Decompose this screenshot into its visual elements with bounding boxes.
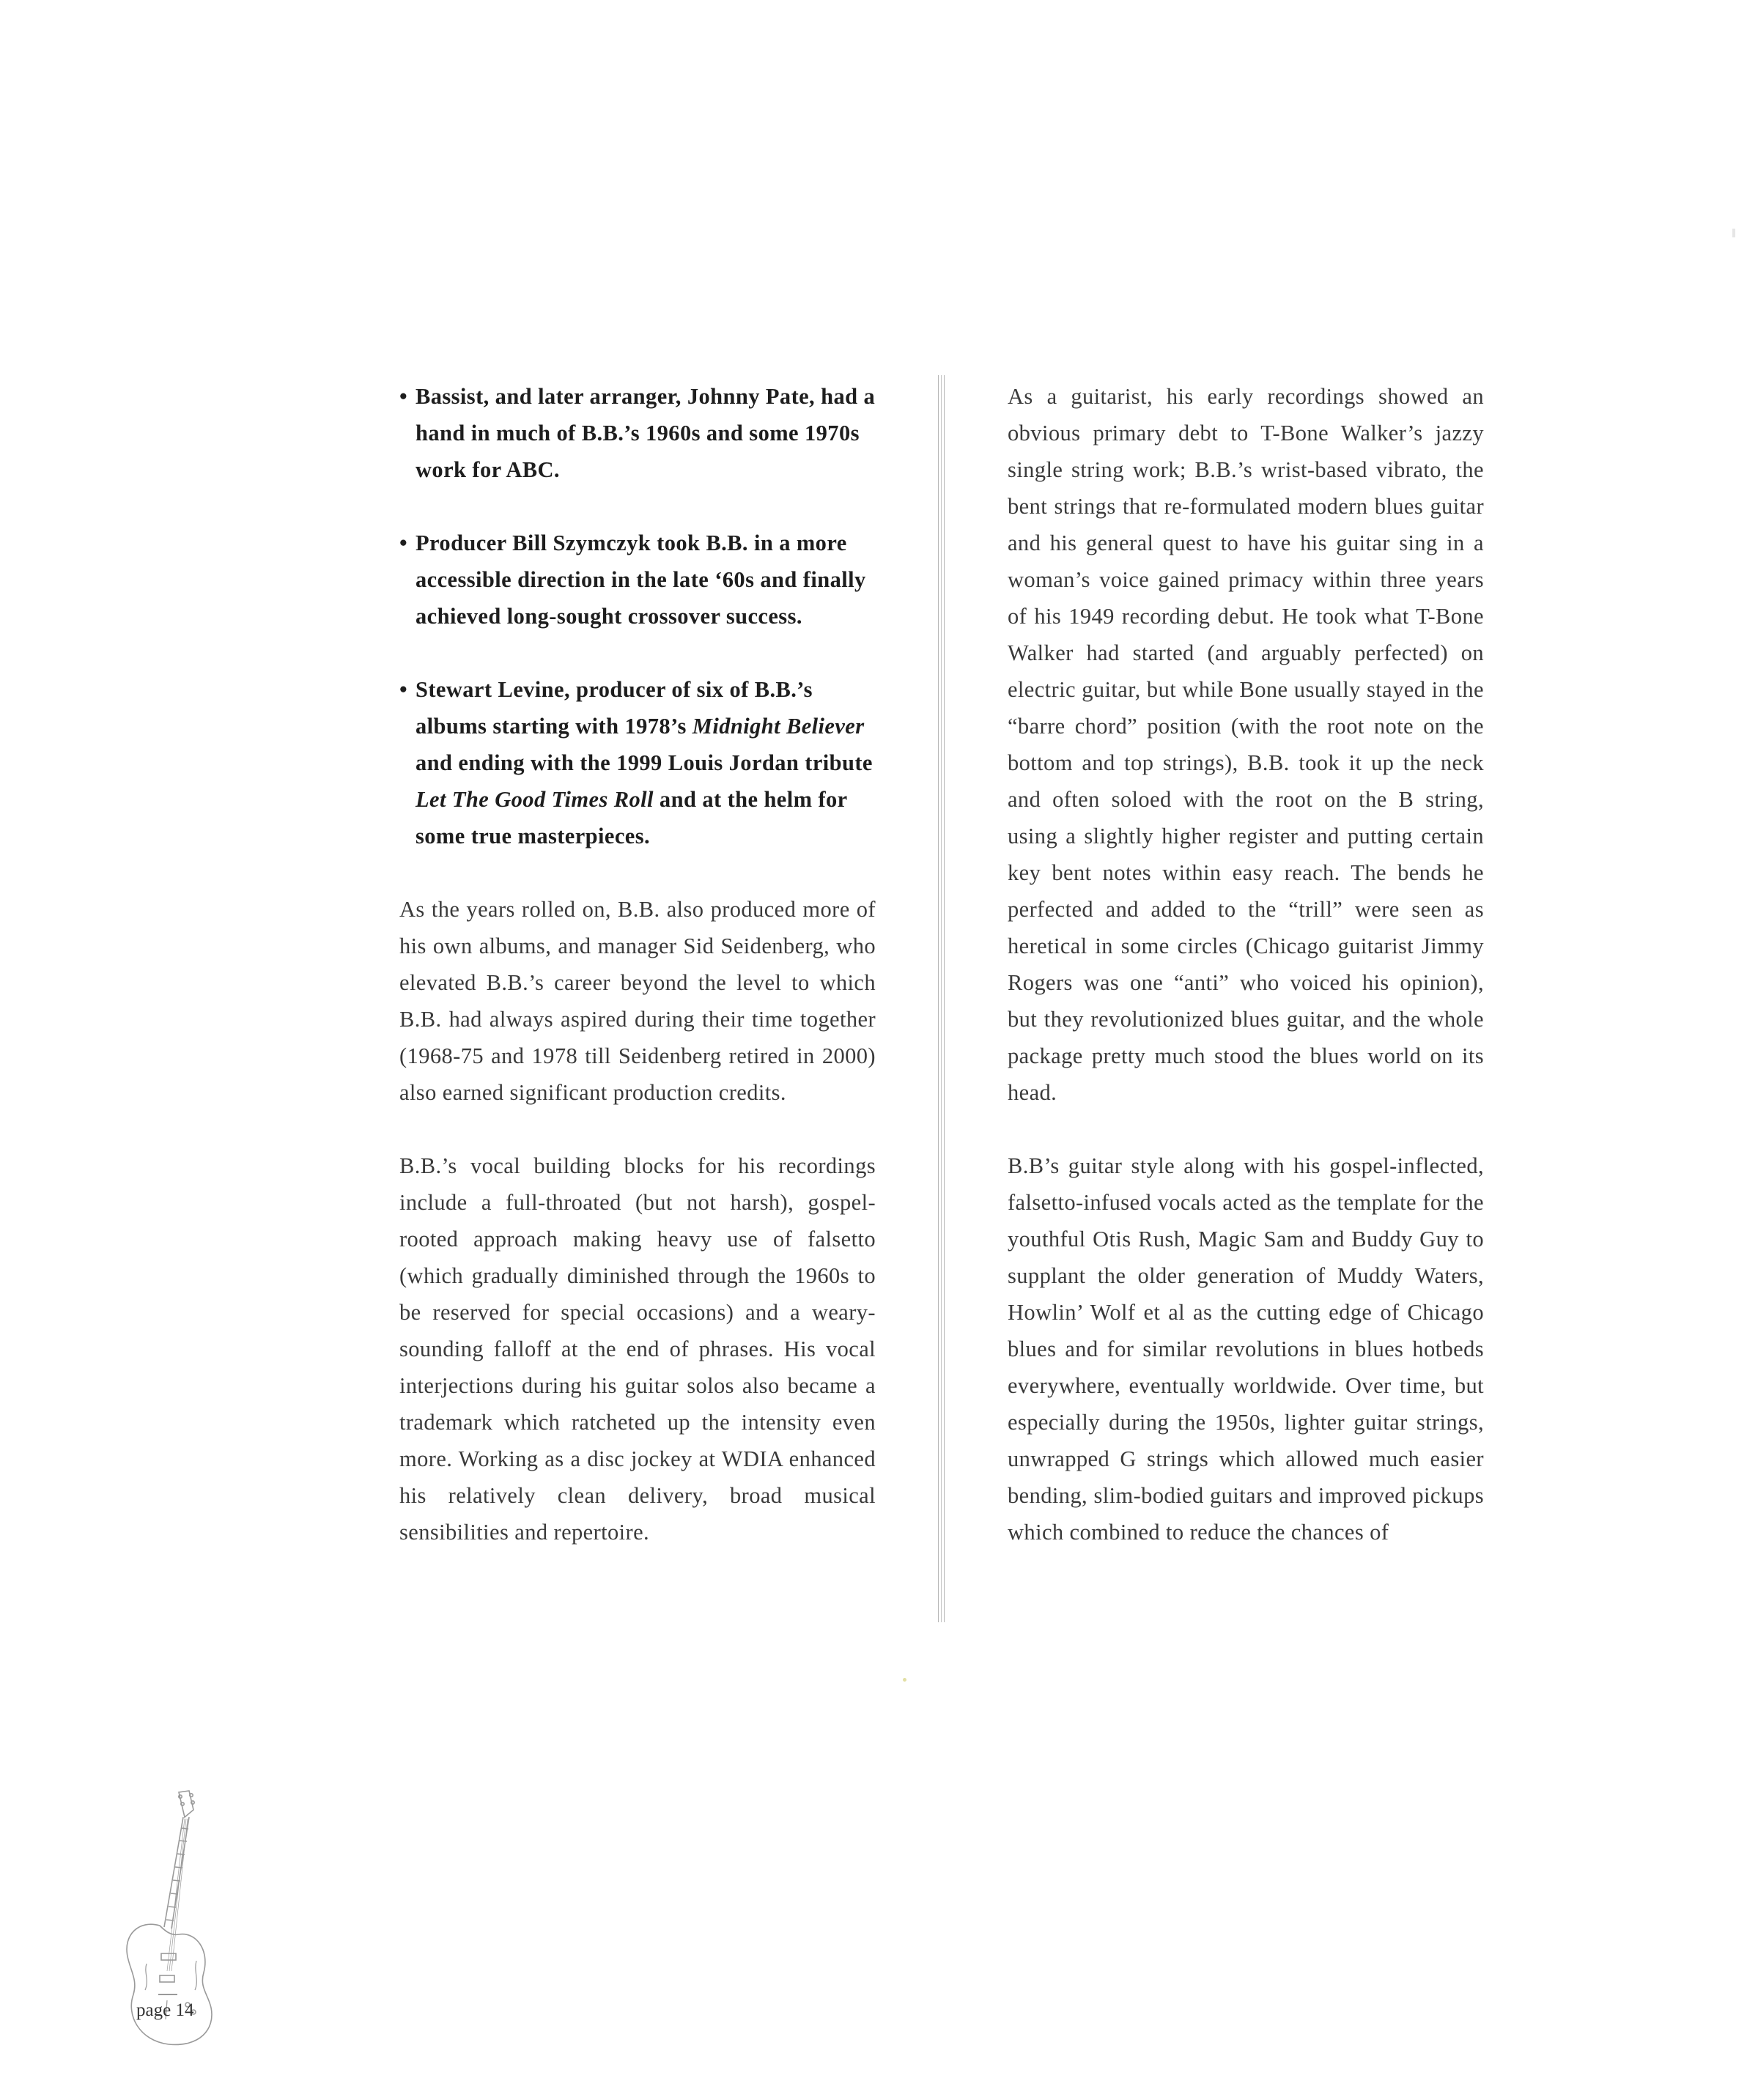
- bullet-item: [399, 671, 876, 854]
- bullet-text: Producer Bill Szymczyk took B.B. in a more accessible direction in the late ‘60s and finally achieved long-sought crossover success.: [415, 530, 866, 629]
- bullet-text: and at the helm for some true masterpieces.: [415, 787, 848, 848]
- bullet-text: Bassist, and later arranger, Johnny Pate, had a hand in much of B.B.’s 1960s and some 1970s work for ABC.: [415, 384, 876, 482]
- edge-mark: [1732, 229, 1735, 237]
- bullet-marker: •: [399, 677, 408, 702]
- column-divider: [938, 375, 947, 1622]
- bullet-item: [399, 525, 876, 635]
- body-paragraph: B.B’s guitar style along with his gospel-inflected, falsetto-infused vocals acted as the template for the youthful Otis Rush, Magic Sam and Buddy Guy to supplant the older generation of Muddy Waters, Howlin’ Wolf et al as the cutting edge of Chicago blues and for similar revolutions in blues hotbeds everywhere, eventually worldwide. Over time, but especially during the 1950s, lighter guitar strings, unwrapped G strings which allowed much easier bending, slim-bodied guitars and improved pickups which combined to reduce the chances of: [1008, 1153, 1484, 1545]
- album-title: Midnight Believer: [692, 714, 865, 739]
- bullet-marker: •: [399, 384, 408, 409]
- print-speck: [903, 1678, 906, 1682]
- body-paragraph: As the years rolled on, B.B. also produced more of his own albums, and manager Sid Seidenberg, who elevated B.B.’s career beyond the level to which B.B. had always aspired during their time together (1968-75 and 1978 till Seidenberg retired in 2000) also earned significant production credits.: [399, 897, 876, 1105]
- bullet-text: Stewart Levine, producer of six of B.B.’s albums starting with 1978’s: [415, 677, 813, 739]
- left-column: [399, 378, 876, 1587]
- bullet-text: and ending with the 1999 Louis Jordan tribute: [415, 750, 873, 775]
- page-number: page 14: [136, 2000, 194, 2020]
- right-column: [1008, 378, 1484, 1587]
- bullet-marker: •: [399, 530, 408, 555]
- body-paragraph: B.B.’s vocal building blocks for his recordings include a full-throated (but not harsh), gospel-rooted approach making heavy use of falsetto (which gradually diminished through the 1960s to be reserved for special occasions) and a weary-sounding falloff at the end of phrases. His vocal interjections during his guitar solos also became a trademark which ratcheted up the intensity even more. Working as a disc jockey at WDIA enhanced his relatively clean delivery, broad musical sensibilities and repertoire.: [399, 1153, 876, 1545]
- album-title: Let The Good Times Roll: [415, 787, 654, 812]
- bullet-item: [399, 378, 876, 488]
- body-paragraph: As a guitarist, his early recordings showed an obvious primary debt to T-Bone Walker’s jazzy single string work; B.B.’s wrist-based vibrato, the bent strings that re-formulated modern blues guitar and his general quest to have his guitar sing in a woman’s voice gained primacy within three years of his 1949 recording debut. He took what T-Bone Walker had started (and arguably perfected) on electric guitar, but while Bone usually stayed in the “barre chord” position (with the root note on the bottom and top strings), B.B. took it up the neck and often soloed with the root on the B string, using a slightly higher register and putting certain key bent notes within easy reach. The bends he perfected and added to the “trill” were seen as heretical in some circles (Chicago guitarist Jimmy Rogers was one “anti” who voiced his opinion), but they revolutionized blues guitar, and the whole package pretty much stood the blues world on its head.: [1008, 384, 1484, 1105]
